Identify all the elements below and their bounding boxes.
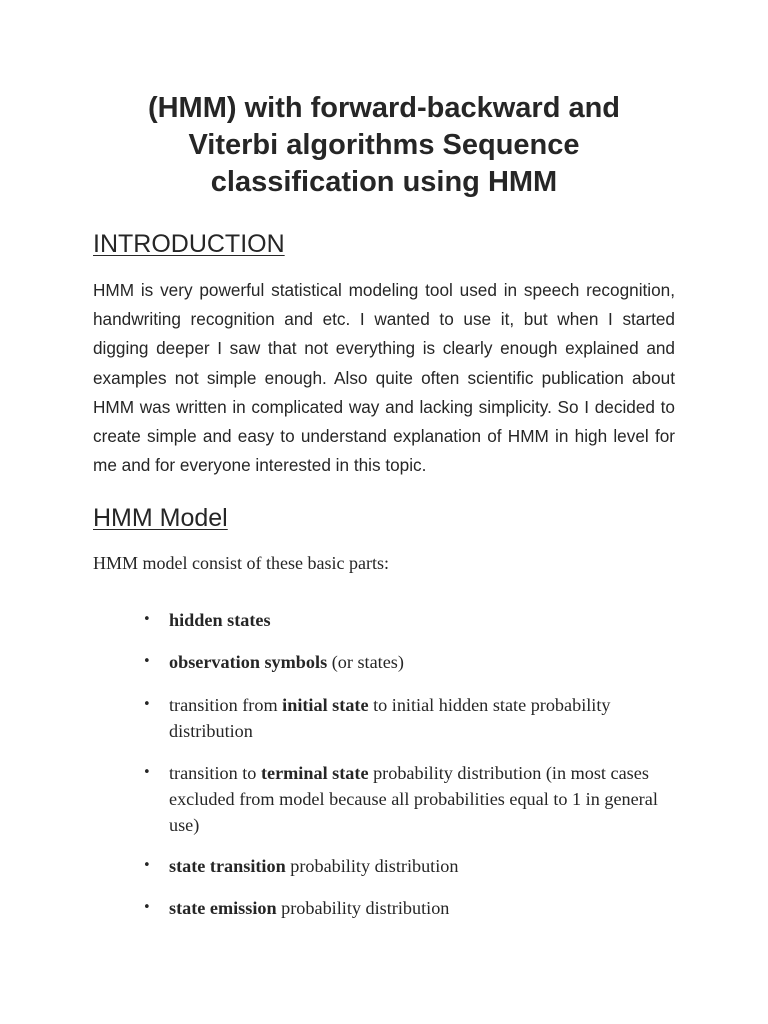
bullet-icon: •: [143, 612, 151, 627]
bullet-icon: •: [143, 765, 151, 780]
list-item-bold: state transition: [169, 856, 286, 876]
list-item-bold: terminal state: [260, 763, 369, 783]
list-item-post: to initial hidden state probability distribution: [169, 695, 611, 741]
bullet-icon: •: [143, 697, 151, 712]
list-item: [143, 895, 669, 921]
bullet-icon: •: [143, 900, 151, 915]
list-item-post: (or states): [327, 652, 404, 672]
bullet-icon: •: [143, 654, 151, 669]
list-item: [143, 692, 669, 744]
hmm-model-lead: HMM model consist of these basic parts:: [93, 553, 389, 573]
list-item-post: probability distribution: [285, 856, 459, 876]
list-item-bold: state emission: [169, 898, 277, 918]
list-item-pre: transition from: [169, 695, 283, 715]
bullet-icon: •: [143, 858, 151, 873]
introduction-heading: INTRODUCTION: [93, 230, 285, 258]
list-item-bold: observation symbols: [169, 652, 328, 672]
list-item: [143, 853, 669, 879]
list-item: [143, 649, 669, 675]
list-item-post: probability distribution (in most cases excluded from model because all probabilities equal to 1 in general use): [169, 763, 658, 835]
list-item: [143, 607, 669, 633]
hmm-model-heading: HMM Model: [93, 504, 228, 532]
list-item-bold: initial state: [282, 695, 369, 715]
list-item: [143, 760, 669, 838]
document-title: (HMM) with forward-backward and Viterbi algorithms Sequence classification using HMM: [147, 92, 621, 198]
introduction-paragraph: HMM is very powerful statistical modeling tool used in speech recognition, handwriting recognition and etc. I wanted to use it, but when I started digging deeper I saw that not everything is clearly enough explained and examples not simple enough. Also quite often scientific publication about HMM was written in complicated way and lacking simplicity. So I decided to create simple and easy to understand explanation of HMM in high level for me and for everyone interested in this topic.: [93, 280, 675, 476]
list-item-bold: hidden states: [169, 610, 271, 630]
list-item-pre: transition to: [169, 763, 261, 783]
list-item-post: probability distribution: [276, 898, 450, 918]
